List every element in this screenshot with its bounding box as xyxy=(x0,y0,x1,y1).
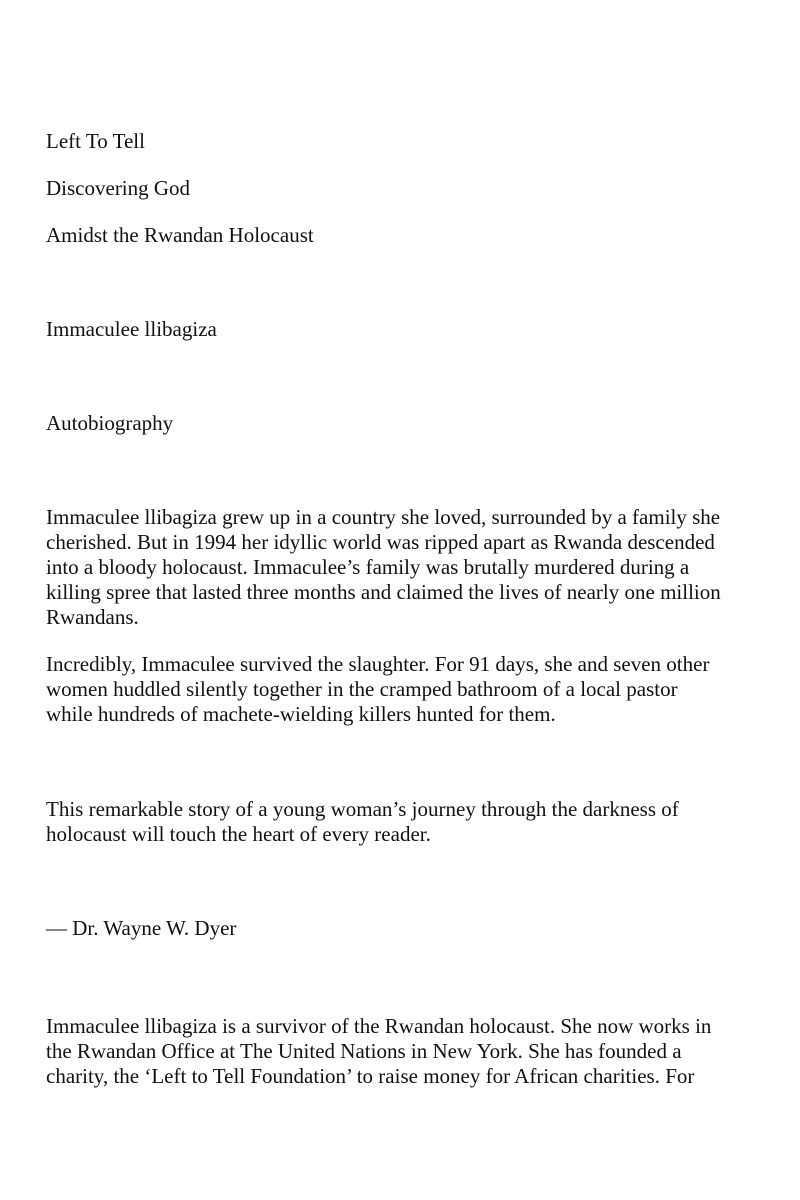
spacer xyxy=(46,154,756,176)
blurb-paragraph-2 xyxy=(46,652,756,727)
blurb-line: Incredibly, Immaculee survived the slaughter. For 91 days, she and seven other xyxy=(46,652,710,676)
blurb-line: Immaculee llibagiza grew up in a country she loved, surrounded by a family she xyxy=(46,505,721,529)
blurb-line: killing spree that lasted three months and claimed the lives of nearly one million xyxy=(46,580,721,604)
blurb-line: women huddled silently together in the cramped bathroom of a local pastor xyxy=(46,677,678,701)
blurb-line: cherished. But in 1994 her idyllic world was ripped apart as Rwanda descended xyxy=(46,530,715,554)
book-subtitle-line-1: Discovering God xyxy=(46,176,191,200)
blurb-line: into a bloody holocaust. Immaculee’s family was brutally murdered during a xyxy=(46,555,690,579)
spacer xyxy=(46,342,756,411)
quote-attribution: — Dr. Wayne W. Dyer xyxy=(46,916,237,940)
about-author-line: the Rwandan Office at The United Nations in New York. She has founded a xyxy=(46,1039,682,1063)
quote-line: This remarkable story of a young woman’s journey through the darkness of xyxy=(46,797,679,821)
document-page xyxy=(46,129,756,1089)
spacer xyxy=(46,847,756,916)
spacer xyxy=(46,727,756,797)
about-author-line: charity, the ‘Left to Tell Foundation’ to raise money for African charities. For xyxy=(46,1064,695,1088)
author-name: Immaculee llibagiza xyxy=(46,317,217,341)
spacer xyxy=(46,630,756,652)
blurb-paragraph-1 xyxy=(46,505,756,630)
quote-text xyxy=(46,797,756,847)
quote-line: holocaust will touch the heart of every reader. xyxy=(46,822,431,846)
about-author-paragraph xyxy=(46,1014,756,1089)
spacer xyxy=(46,941,756,1014)
blurb-line: while hundreds of machete-wielding killers hunted for them. xyxy=(46,702,556,726)
book-subtitle-line-2: Amidst the Rwandan Holocaust xyxy=(46,223,314,247)
spacer xyxy=(46,201,756,223)
book-title: Left To Tell xyxy=(46,129,145,153)
blurb-line: Rwandans. xyxy=(46,605,139,629)
about-author-line: Immaculee llibagiza is a survivor of the Rwandan holocaust. She now works in xyxy=(46,1014,712,1038)
genre-label: Autobiography xyxy=(46,411,174,435)
spacer xyxy=(46,436,756,505)
spacer xyxy=(46,248,756,317)
